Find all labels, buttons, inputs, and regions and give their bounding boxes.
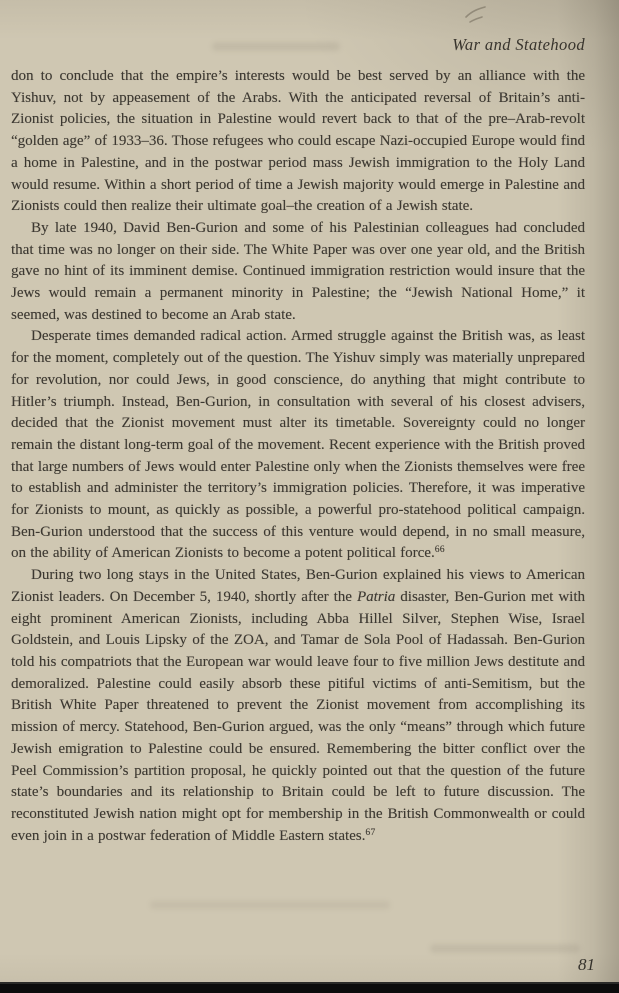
paragraph-text: Desperate times demanded radical action. Armed struggle against the British was, as least for the moment, completely out of the question. The Yishuv simply was materially unprepared for revolution, nor could Jews, in good conscience, do anything that might contribute to Hitler’s triumph. Instead, Ben-Gurion, in consultation with several of his closest advisers, decided that the Zionist movement must alter its timetable. Sovereignty could no longer remain the distant long-term goal of the movement. Recent experience with the British proved that large numbers of Jews would enter Palestine only when the Zionists themselves were free to establish and administer the territory’s immigration policies. Therefore, it was imperative for Zionists to mount, as quickly as possible, a powerful pro-statehood political campaign. Ben-Gurion understood that the success of this venture would depend, in no small measure, on the ability of American Zionists to become a potent political force. [11,328,585,562]
ink-bleed-smudge [430,944,580,953]
paragraph-text: By late 1940, David Ben-Gurion and some of his Palestinian colleagues had concluded that time was no longer on their side. The White Paper was over one year old, and the British gave no hint of its imminent demise. Continued immigration restriction would insure that the Jews would remain a permanent minority in Palestine; the “Jewish National Home,” it seemed, was destined to become an Arab state. [11,219,585,323]
paragraph [11,218,585,327]
ink-bleed-smudge [150,901,390,909]
pencil-mark-icon [458,3,498,27]
footnote-reference: 66 [434,545,445,556]
paragraph-text: During two long stays in the United States, Ben-Gurion explained his views to American Zionist leaders. On December 5, 1940, shortly after the [11,567,585,605]
footnote-reference: 67 [365,827,376,838]
paragraph-continued [11,66,585,218]
page-number: 81 [578,955,595,974]
ship-name-italic: Patria [356,588,396,605]
page-text-block [11,66,585,847]
scan-edge-bar [0,982,619,993]
ink-bleed-smudge [212,42,340,51]
paragraph-text: don to conclude that the empire’s interests would be best served by an alliance with the Yishuv, not by appeasement of the Arabs. With the anticipated reversal of Britain’s anti-Zionist policies, the situation in Palestine would revert back to that of the pre–Arab-revolt “golden age” of 1933–36. Those refugees who could escape Nazi-occupied Europe would find a home in Palestine, and in the postwar period mass Jewish immigration to the Holy Land would resume. Within a short period of time a Jewish majority would emerge in Palestine and Zionists could then realize their ultimate goal–the creation of a Jewish state. [11,68,585,215]
paragraph [11,326,585,565]
running-header: War and Statehood [452,35,585,54]
paragraph [11,565,585,847]
paragraph-text: disaster, Ben-Gurion met with eight prominent American Zionists, including Abba Hillel Silver, Stephen Wise, Israel Goldstein, and Louis Lipsky of the ZOA, and Tamar de Sola Pool of Hadassah. Ben-Gurion told his compatriots that the European war would leave four to five million Jews destitute and demoralized. Palestine could easily absorb these pitiful victims of anti-Semitism, but the British White Paper threatened to prevent the Zionist movement from accomplishing its mission of mercy. Statehood, Ben-Gurion argued, was the only “means” through which future Jewish emigration to Palestine could be ensured. Remembering the bitter conflict over the Peel Commission’s partition proposal, he quickly pointed out that the question of the future state’s boundaries and its relationship to Britain could be left to future discussion. The reconstituted Jewish nation might opt for membership in the British Commonwealth or could even join in a postwar federation of Middle Eastern states. [11,588,585,844]
